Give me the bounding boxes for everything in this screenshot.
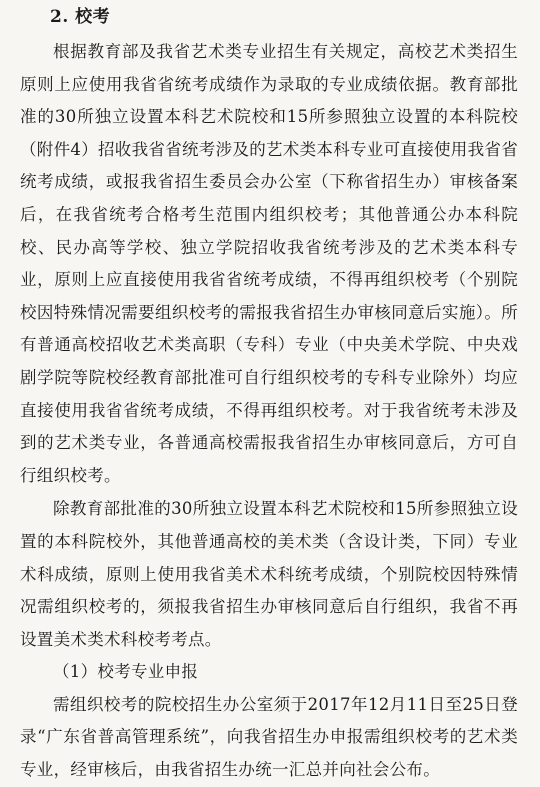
paragraph-art-subject-scores: 除教育部批准的30所独立设置本科艺术院校和15所参照独立设置的本科院校外，其他普通高校的美术类（含设计类，下同）专业术科成绩，原则上使用我省美术术科统考成绩，个别院校因特殊情况需组织校考的，须报我省招生办审核同意后自行组织，我省不再设置美术类术科校考考点。 bbox=[20, 499, 518, 649]
section-heading: 2. 校考 bbox=[50, 7, 111, 27]
paragraph-school-exam-policy: 根据教育部及我省艺术类专业招生有关规定，高校艺术类招生原则上应使用我省省统考成绩作为录取的专业成绩依据。教育部批准的30所独立设置本科艺术院校和15所参照独立设置的本科院校（附件4）招收我省省统考涉及的艺术类本科专业可直接使用我省省统考成绩，或报我省招生委员会办公室（下称省招生办）审核备案后，在我省统考合格考生范围内组织校考；其他普通公办本科院校、民办高等学校、独立学院招收我省统考涉及的艺术类本科专业，原则上应直接使用我省省统考成绩，不得再组织校考（个别院校因特殊情况需要组织校考的需报我省招生办审核同意后实施）。所有普通高校招收艺术类高职（专科）专业（中央美术学院、中央戏剧学院等院校经教育部批准可自行组织校考的专科专业除外）均应直接使用我省省统考成绩，不得再组织校考。对于我省统考未涉及到的艺术类专业，各普通高校需报我省招生办审核同意后，方可自行组织校考。 bbox=[20, 42, 518, 485]
subsection-heading: （1）校考专业申报 bbox=[53, 662, 199, 682]
paragraph-major-application: 需组织校考的院校招生办公室须于2017年12月11日至25日登录“广东省普高管理系统”，向我省招生办申报需组织校考的艺术类专业，经审核后，由我省招生办统一汇总并向社会公布。 bbox=[20, 694, 518, 780]
